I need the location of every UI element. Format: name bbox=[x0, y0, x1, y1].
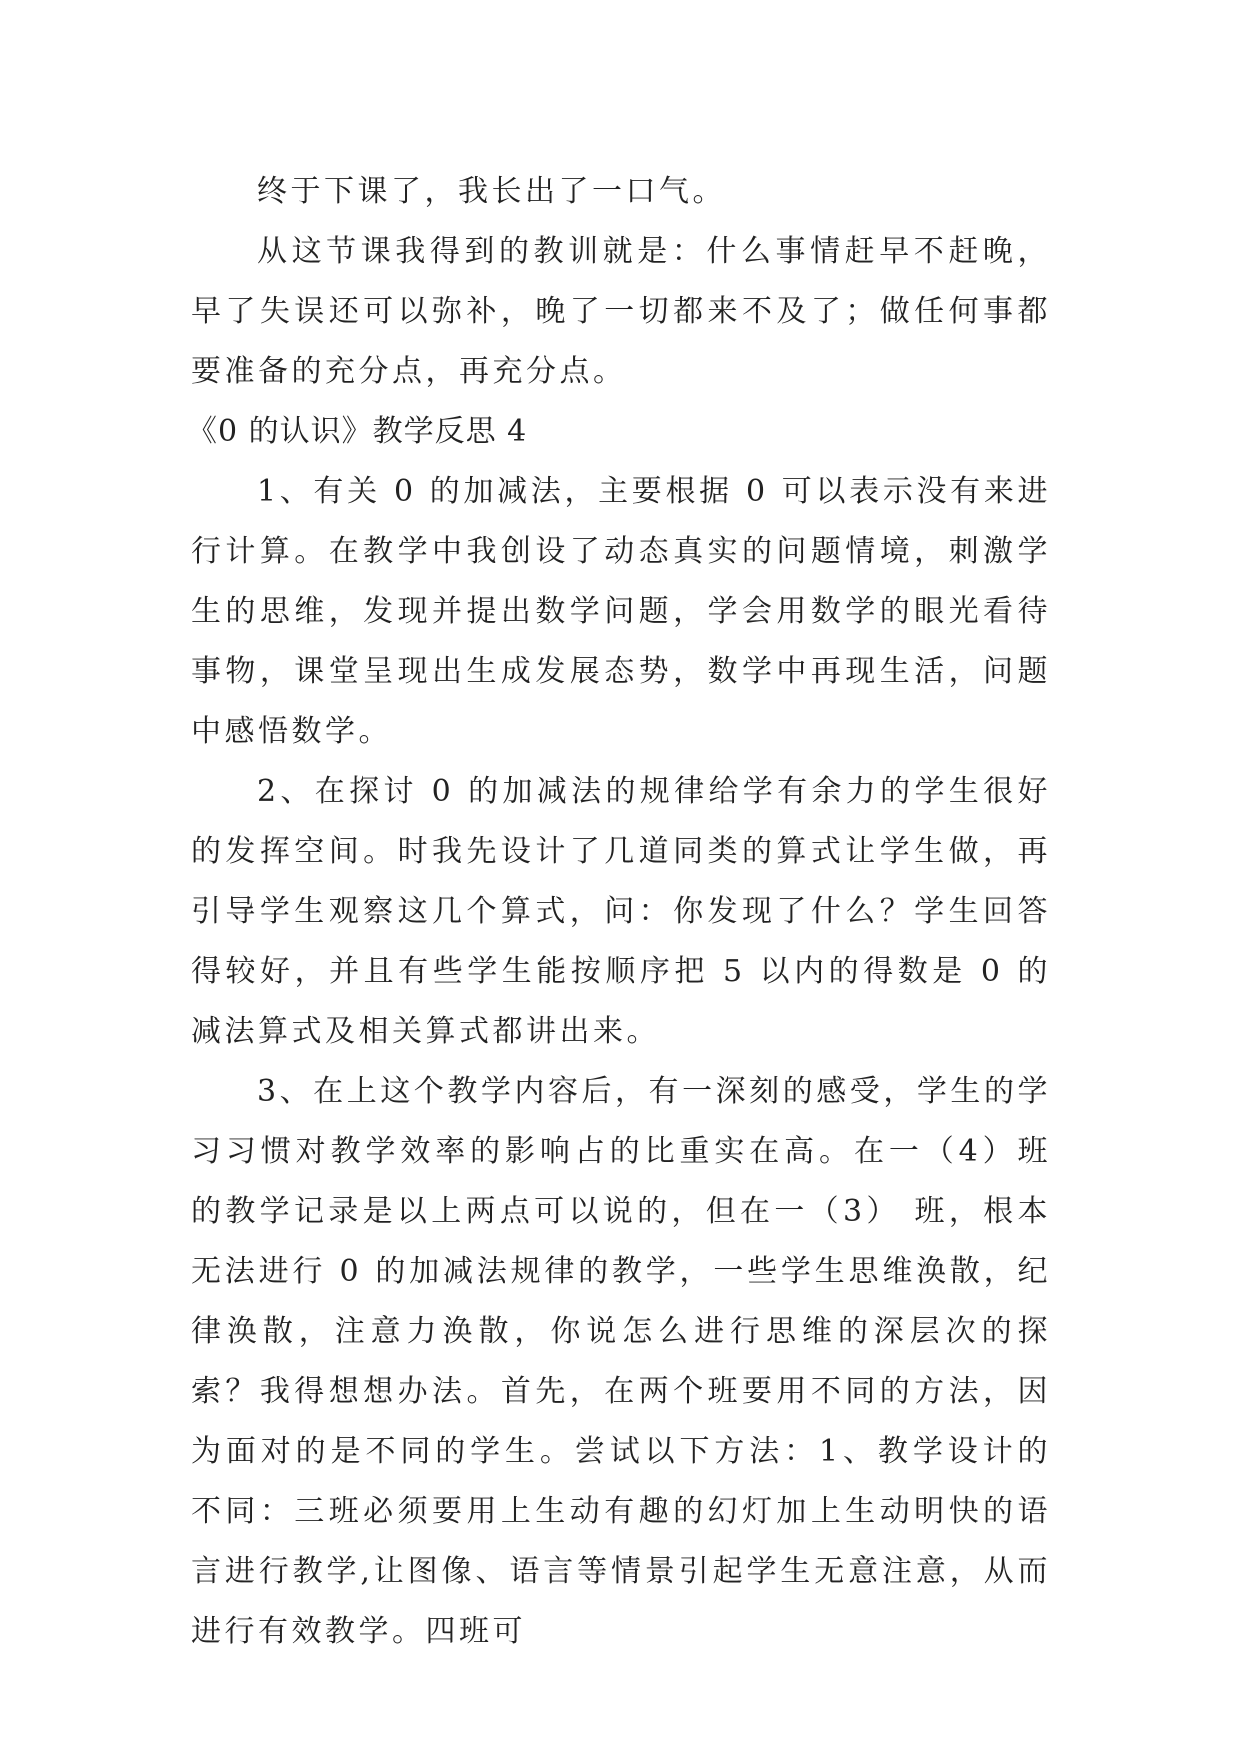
paragraph-point-1: 1、有关 0 的加减法，主要根据 0 可以表示没有来进行计算。在教学中我创设了动态真实的问题情境，刺激学生的思维，发现并提出数学问题，学会用数学的眼光看待事物，课堂呈现出生成发展态势，数学中再现生活，问题中感悟数学。 bbox=[191, 474, 1051, 749]
document-body bbox=[187, 162, 1051, 1662]
paragraph-point-2: 2、在探讨 0 的加减法的规律给学有余力的学生很好的发挥空间。时我先设计了几道同类的算式让学生做，再引导学生观察这几个算式，问：你发现了什么？学生回答得较好，并且有些学生能按顺序把 5 以内的得数是 0 的减法算式及相关算式都讲出来。 bbox=[191, 774, 1051, 1049]
paragraph-class-ended: 终于下课了，我长出了一口气。 bbox=[257, 174, 726, 209]
paragraph-lesson-learned: 从这节课我得到的教训就是：什么事情赶早不赶晚，早了失误还可以弥补，晚了一切都来不及了；做任何事都要准备的充分点，再充分点。 bbox=[191, 234, 1051, 389]
paragraph-point-3: 3、在上这个教学内容后，有一深刻的感受，学生的学习习惯对教学效率的影响占的比重实在高。在一（4）班的教学记录是以上两点可以说的，但在一（3） 班，根本无法进行 0 的加减法规律的教学，一些学生思维涣散，纪律涣散，注意力涣散，你说怎么进行思维的深层次的探索？我得想想办法。首先，在两个班要用不同的方法，因为面对的是不同的学生。尝试以下方法：1、教学设计的不同：三班必须要用上生动有趣的幻灯加上生动明快的语言进行教学,让图像、语言等情景引起学生无意注意，从而进行有效教学。四班可 bbox=[191, 1074, 1051, 1649]
section-heading: 《0 的认识》教学反思 4 bbox=[187, 414, 528, 449]
